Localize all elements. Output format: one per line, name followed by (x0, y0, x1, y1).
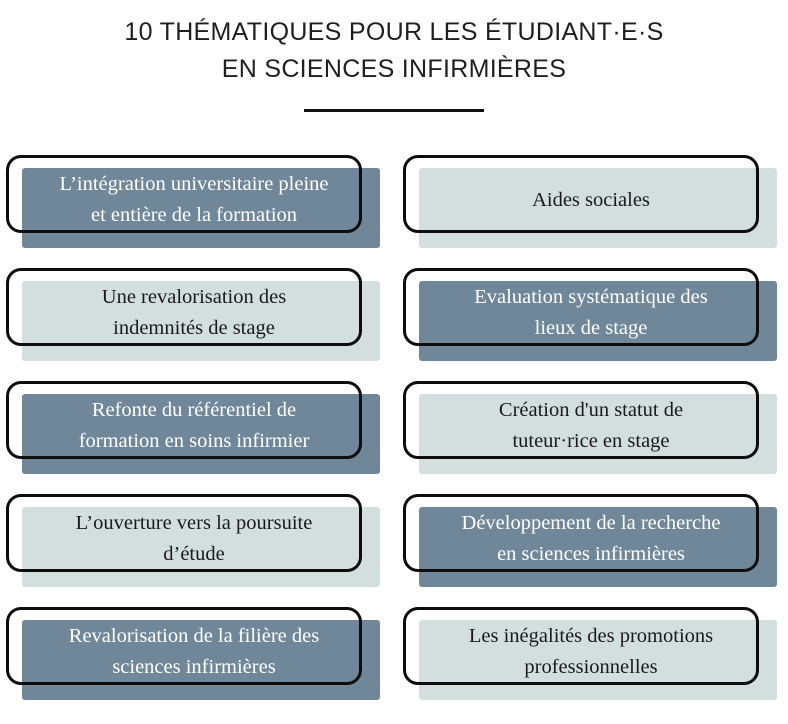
theme-card-label (413, 381, 769, 471)
title-line-1: 10 THÉMATIQUES POUR LES ÉTUDIANT·E·S (124, 18, 664, 46)
theme-card-10 (401, 607, 779, 701)
theme-card-label-line-2: formation en soins infirmier (78, 430, 310, 452)
theme-card-label-line-2: d’étude (163, 543, 225, 565)
theme-card-label (413, 155, 769, 245)
title-divider (304, 109, 484, 112)
theme-card-label-line-1: Revalorisation de la filière des (68, 625, 320, 647)
theme-card-2 (401, 155, 779, 249)
theme-card-label-line-2: professionnelles (524, 656, 658, 678)
theme-card-1 (4, 155, 382, 249)
theme-card-label-line-2: indemnités de stage (113, 317, 275, 339)
theme-card-label-line-1: Développement de la recherche (461, 512, 721, 534)
theme-card-label-line-1: Une revalorisation des (101, 286, 287, 308)
theme-card-label (413, 494, 769, 584)
theme-card-label-line-1: Les inégalités des promotions (468, 625, 714, 647)
theme-card-label-line-1: Création d'un statut de (498, 399, 684, 421)
theme-card-9 (4, 607, 382, 701)
theme-card-4 (401, 268, 779, 362)
theme-card-label (16, 381, 372, 471)
theme-card-3 (4, 268, 382, 362)
title-line-2: EN SCIENCES INFIRMIÈRES (221, 55, 567, 83)
theme-card-label-line-1: L’ouverture vers la poursuite (75, 512, 313, 534)
theme-card-label-line-1: Aides sociales (532, 188, 650, 211)
theme-card-label-line-1: L’intégration universitaire pleine (59, 173, 329, 195)
theme-card-label (413, 268, 769, 358)
theme-card-label (16, 607, 372, 697)
theme-card-7 (4, 494, 382, 588)
theme-card-label (413, 607, 769, 697)
theme-card-label-line-2: tuteur·rice en stage (512, 430, 670, 452)
theme-card-label-line-2: sciences infirmières (112, 656, 276, 678)
page-title (0, 14, 788, 88)
theme-card-label (16, 268, 372, 358)
theme-card-5 (4, 381, 382, 475)
theme-card-label-line-2: en sciences infirmières (497, 543, 685, 565)
theme-card-label-line-1: Evaluation systématique des (474, 286, 708, 308)
theme-card-label-line-2: lieux de stage (534, 317, 648, 339)
theme-card-8 (401, 494, 779, 588)
theme-card-label-line-1: Refonte du référentiel de (91, 399, 297, 421)
theme-card-label (16, 155, 372, 245)
theme-card-6 (401, 381, 779, 475)
theme-card-label (16, 494, 372, 584)
theme-card-label-line-2: et entière de la formation (90, 204, 298, 226)
